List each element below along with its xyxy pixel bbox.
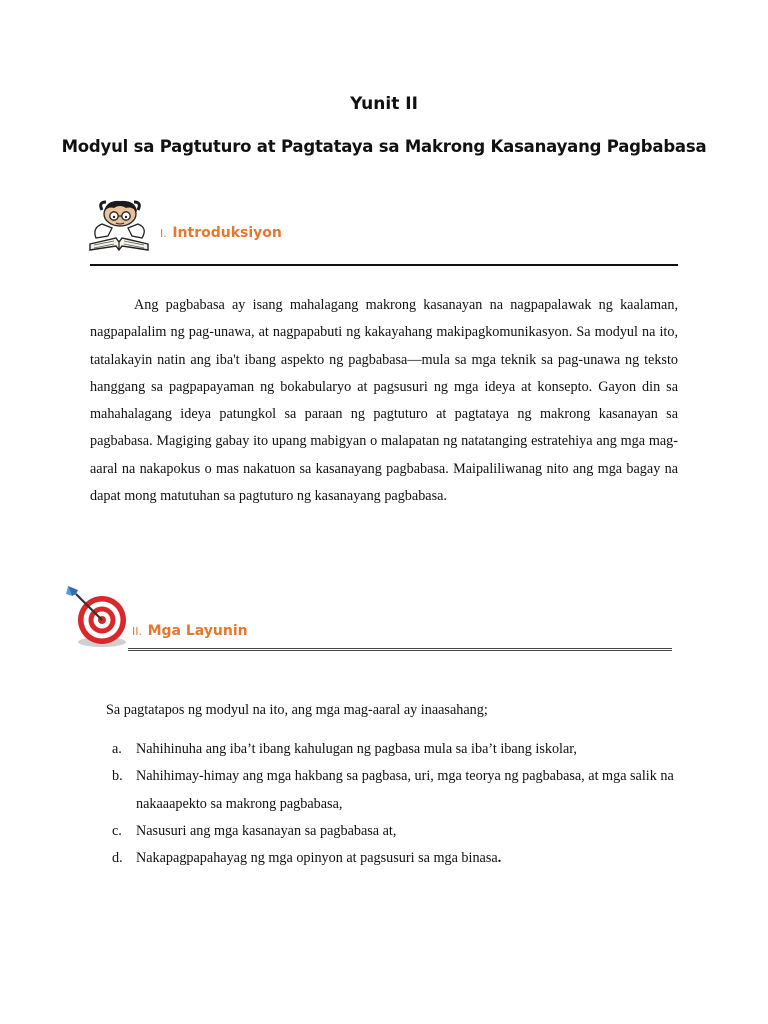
introduction-heading-text: Introduksiyon <box>172 225 282 241</box>
objectives-number: II. <box>132 625 142 638</box>
target-dart-icon <box>62 580 138 652</box>
list-item-text: Nahihimay-himay ang mga hakbang sa pagbasa, uri, mga teorya ng pagbabasa, at mga salik na nakaaapekto sa makrong pagbabasa, <box>136 768 674 812</box>
list-marker: b. <box>112 768 123 785</box>
list-marker: c. <box>112 822 122 839</box>
unit-title: Yunit II <box>350 94 418 114</box>
introduction-number: I. <box>160 227 167 240</box>
objectives-list <box>112 736 692 872</box>
objectives-lead: Sa pagtatapos ng modyul na ito, ang mga mag-aaral ay inaasahang; <box>106 702 488 718</box>
list-item <box>112 818 692 845</box>
reading-person-icon <box>86 198 152 254</box>
objectives-heading <box>132 620 248 639</box>
list-item <box>112 845 692 872</box>
list-item-end-mark: . <box>497 850 502 867</box>
introduction-paragraph: Ang pagbabasa ay isang mahalagang makrong kasanayan na nagpapalawak ng kaalaman, nagpapalalim ng pag-unawa, at nagpapabuti ng kakayahang makipagkomunikasyon. Sa modyul na ito, tatalakayin natin ang iba't ibang aspekto ng pagbabasa—mula sa mga teknik sa pag-unawa ng teksto hanggang sa pagpapayaman ng bokabularyo at pagsusuri ng mga ideya at konsepto. Gayon din sa mahahalagang ideya patungkol sa paraan ng pagtuturo at pagtataya ng makrong kasanayan sa pagbabasa. Magiging gabay ito upang mabigyan o malapatan ng natatanging estratehiya ang mga mag-aaral na nakapokus o mas nakatuon sa kasanayang pagbabasa. Maipaliliwanag nito ang mga bagay na dapat mong matutuhan sa pagtuturo ng kasanayang pagbabasa. <box>90 297 678 505</box>
list-item-text: Nakapagpapahayag ng mga opinyon at pagsusuri sa mga binasa <box>136 850 498 867</box>
list-marker: d. <box>112 850 123 867</box>
list-item <box>112 763 692 818</box>
list-item-text: Nahihinuha ang iba’t ibang kahulugan ng pagbasa mula sa iba’t ibang iskolar, <box>136 741 577 757</box>
module-title: Modyul sa Pagtuturo at Pagtataya sa Makrong Kasanayang Pagbabasa <box>61 137 707 156</box>
list-marker: a. <box>112 741 122 757</box>
introduction-divider <box>90 264 678 266</box>
list-item-text: Nasusuri ang mga kasanayan sa pagbabasa at, <box>136 822 397 839</box>
list-item <box>112 736 692 763</box>
objectives-heading-text: Mga Layunin <box>147 623 248 639</box>
objectives-divider <box>128 648 672 651</box>
introduction-heading <box>160 222 282 241</box>
